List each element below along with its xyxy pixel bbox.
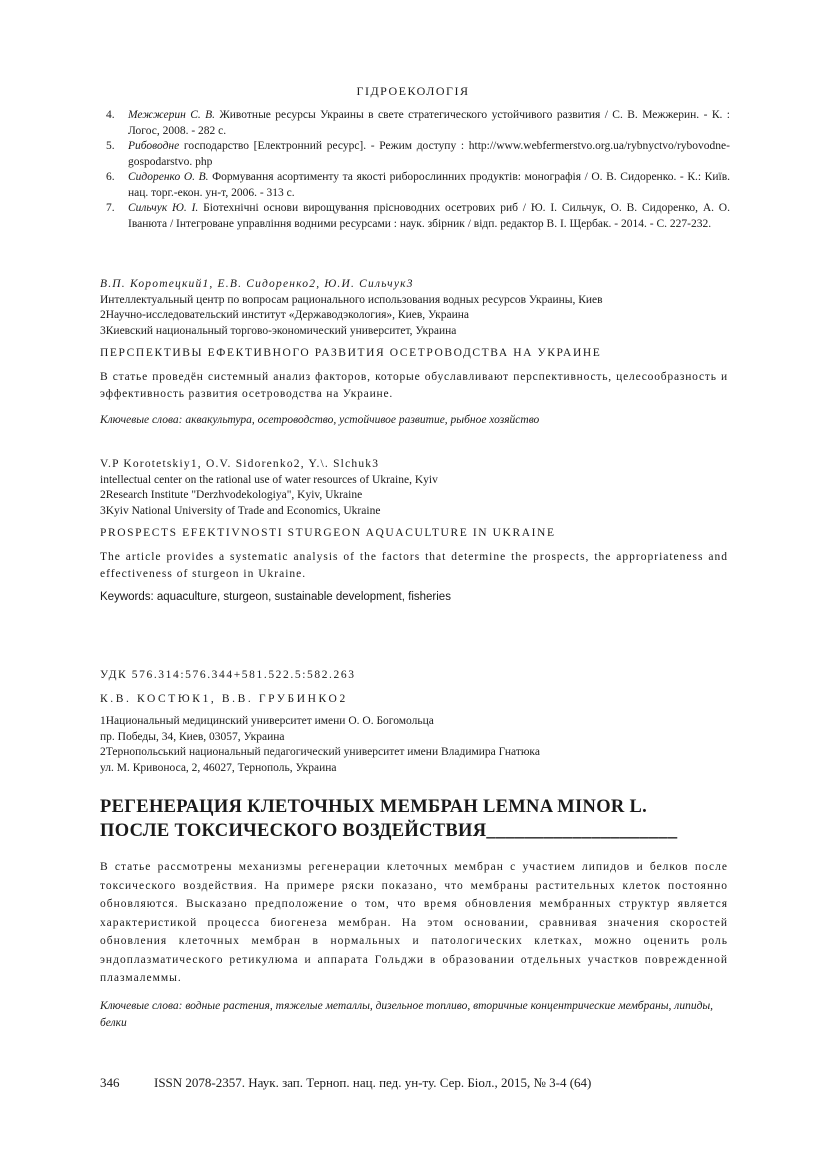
keywords: Ключевые слова: аквакультура, осетроводство, устойчивое развитие, рыбное хозяйство [100, 413, 540, 426]
reference-item [100, 170, 730, 201]
reference-text: господарство [Електронний ресурс]. - Режим доступу : http://www.webfermerstvo.org.ua/rybnyctvo/rybovodne-gospodarstvo. php [128, 140, 730, 168]
affiliation: Интеллектуальный центр по вопросам рационального использования водных ресурсов Украины, Киев [100, 293, 603, 306]
article1-ru-section [100, 277, 728, 428]
journal-citation: ISSN 2078-2357. Наук. зап. Терноп. нац. пед. ун-ту. Сер. Біол., 2015, № 3-4 (64) [154, 1075, 592, 1090]
reference-author: Сильчук Ю. І. [128, 202, 199, 214]
reference-text: Животные ресурсы Украины в свете стратегического устойчивого развития / С. В. Межжерин. - К. : Логос, 2008. - 282 с. [128, 109, 730, 137]
title-line: ПОСЛЕ ТОКСИЧЕСКОГО ВОЗДЕЙСТВИЯ____________________ [100, 821, 678, 841]
reference-item [100, 201, 730, 232]
article-title: ПЕРСПЕКТИВЫ ЕФЕКТИВНОГО РАЗВИТИЯ ОСЕТРОВОДСТВА НА УКРАИНЕ [100, 347, 602, 359]
running-header: ГІДРОЕКОЛОГІЯ [356, 84, 470, 98]
reference-item [100, 139, 730, 170]
affiliation: ул. М. Кривоноса, 2, 46027, Тернополь, Украина [100, 761, 337, 774]
reference-author: Сидоренко О. В. [128, 171, 209, 183]
affiliation: 1Национальный медицинский университет имени О. О. Богомольца [100, 715, 434, 727]
article1-en-section [100, 457, 728, 605]
page-footer [100, 1075, 740, 1091]
page-number: 346 [100, 1075, 120, 1090]
reference-author: Рибоводне [128, 140, 180, 152]
article-title [100, 795, 740, 843]
abstract: The article provides a systematic analysis of the factors that determine the prospects, the appropriateness and effectiveness of sturgeon in Ukraine. [100, 550, 728, 580]
authors-line: В.П. Коротецкий1, Е.В. Сидоренко2, Ю.И. Сильчук3 [100, 278, 414, 290]
reference-number: 6. [106, 171, 115, 183]
affiliation: пр. Победы, 34, Киев, 03057, Украина [100, 730, 285, 743]
abstract: В статье проведён системный анализ факторов, которые обуславливают перспективность, целесообразность и эффективность развития осетроводства на Украине. [100, 370, 728, 400]
reference-text: Формування асортименту та якості риборослинних продуктів: монографія / О. В. Сидоренко. - К.: Київ. нац. торг.-екон. ун-т, 2006. - 313 с. [128, 171, 730, 199]
affiliation: 2Тернопольський национальный педагогический университет имени Владимира Гнатюка [100, 746, 540, 758]
affiliation: 2Research Institute "Derzhvodekologiya", Kyiv, Ukraine [100, 489, 363, 501]
affiliation: 3Киевский национальный торгово-экономический университет, Украина [100, 324, 457, 337]
reference-text: Біотехнічні основи вирощування прісноводних осетрових риб / Ю. І. Сильчук, О. В. Сидоренко, А. О. Іванюта / Інтегроване управління водними ресурсами : наук. збірник / відп. редактор В. І. Щербак. - 2014. - С. 227-232. [128, 202, 730, 230]
reference-item [100, 108, 730, 139]
authors-line: V.P Korotetskiy1, O.V. Sidorenko2, Y.\. Slchuk3 [100, 458, 380, 470]
article-title: PROSPECTS EFEKTIVNOSTI STURGEON AQUACULTURE IN UKRAINE [100, 527, 556, 539]
reference-number: 4. [106, 109, 115, 121]
affiliation: 2Научно-исследовательский институт «Державодэкология», Киев, Украина [100, 309, 470, 321]
reference-number: 7. [106, 202, 115, 214]
authors-line: К.В. КОСТЮК1, В.В. ГРУБИНКО2 [100, 692, 348, 705]
affiliation: intellectual center on the rational use of water resources of Ukraine, Kyiv [100, 473, 438, 486]
keywords: Keywords: aquaculture, sturgeon, sustainable development, fisheries [100, 590, 451, 603]
abstract: В статье рассмотрены механизмы регенерации клеточных мембран с участием липидов и белков после токсического воздействия. На примере ряски показано, что мембраны растительных клеток постоянно обновляются. Высказано предположение о том, что время обновления мембранных структур является характеристикой процесса биогенеза мембран. На этом основании, сравнивая значения скоростей обновления клеточных мембран в нормальных и патологических клетках, можно оценить роль эндоплазматического ретикулюма и аппарата Гольджи в образовании отдельных участков поврежденной плазмалеммы. [100, 861, 728, 984]
article2-section [100, 668, 728, 776]
udc-code: УДК 576.314:576.344+581.522.5:582.263 [100, 669, 356, 681]
reference-number: 5. [106, 140, 115, 152]
title-line: РЕГЕНЕРАЦИЯ КЛЕТОЧНЫХ МЕМБРАН LEMNA MINOR L. [100, 797, 648, 817]
affiliation: 3Kyiv National University of Trade and Economics, Ukraine [100, 504, 381, 517]
keywords: Ключевые слова: водные растения, тяжелые металлы, дизельное топливо, вторичные концентрические мембраны, липиды, белки [100, 1000, 714, 1029]
reference-author: Межжерин С. В. [128, 109, 216, 121]
reference-list [100, 108, 730, 232]
